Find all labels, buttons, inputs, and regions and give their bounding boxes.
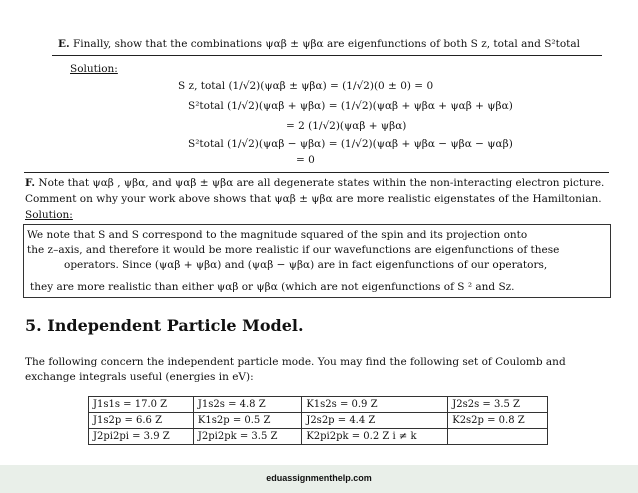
table-row	[89, 413, 548, 429]
divider	[52, 55, 602, 56]
equation-5: = 0	[296, 154, 315, 166]
table-cell: J1s2p = 6.6 Z	[89, 413, 194, 429]
table-cell: J2pi2pi = 3.9 Z	[89, 429, 194, 445]
answer-line3: operators. Since (ψαβ + ψβα) and (ψαβ − ψβα) are in fact eigenfunctions of our operators,	[64, 259, 548, 271]
table-cell: J2s2p = 4.4 Z	[302, 413, 448, 429]
part-f-solution-label: Solution:	[25, 209, 73, 221]
footer-link[interactable]: eduassignmenthelp.com	[266, 473, 372, 483]
part-f-label: F.	[25, 177, 36, 189]
equation-2: S²total (1/√2)(ψαβ + ψβα) = (1/√2)(ψαβ + ψβα + ψαβ + ψβα)	[188, 100, 513, 112]
table-cell: J2pi2pk = 3.5 Z	[193, 429, 301, 445]
table-row	[89, 397, 548, 413]
table-cell: J1s2s = 4.8 Z	[193, 397, 301, 413]
part-f-line1-text: Note that ψαβ , ψβα, and ψαβ ± ψβα are all degenerate states within the non-interacting electron picture.	[38, 177, 605, 189]
equation-4: S²total (1/√2)(ψαβ − ψβα) = (1/√2)(ψαβ + ψβα − ψβα − ψαβ)	[188, 138, 513, 150]
part-f-line1	[25, 177, 604, 190]
table-cell: J2s2s = 3.5 Z	[448, 397, 548, 413]
table-cell: K2pi2pk = 0.2 Z i ≠ k	[302, 429, 448, 445]
part-e-label: E.	[58, 38, 70, 50]
table-cell	[448, 429, 548, 445]
solution-label: Solution:	[70, 63, 118, 75]
table-cell: K2s2p = 0.8 Z	[448, 413, 548, 429]
divider	[24, 172, 609, 173]
section-intro-2: exchange integrals useful (energies in eV):	[25, 371, 254, 383]
answer-line2: the z–axis, and therefore it would be more realistic if our wavefunctions are eigenfunctions of these	[27, 244, 560, 256]
part-e-body: Finally, show that the combinations ψαβ ± ψβα are eigenfunctions of both S z, total and S²total	[73, 38, 580, 50]
part-f-line2: Comment on why your work above shows that ψαβ ± ψβα are more realistic eigenstates of the Hamiltonian.	[25, 193, 602, 205]
answer-line4: they are more realistic than either ψαβ or ψβα (which are not eigenfunctions of S ² and Sz.	[30, 281, 515, 293]
table-row	[89, 429, 548, 445]
equation-3: = 2 (1/√2)(ψαβ + ψβα)	[286, 120, 407, 132]
table-cell: J1s1s = 17.0 Z	[89, 397, 194, 413]
integrals-table	[88, 396, 548, 445]
section-intro-1: The following concern the independent particle mode. You may find the following set of Coulomb and	[25, 356, 566, 368]
part-e-text	[58, 38, 580, 51]
table-cell: K1s2s = 0.9 Z	[302, 397, 448, 413]
footer-bar	[0, 465, 638, 493]
section-title: 5. Independent Particle Model.	[25, 316, 304, 335]
equation-1: S z, total (1/√2)(ψαβ ± ψβα) = (1/√2)(0 ± 0) = 0	[178, 80, 434, 92]
answer-line1: We note that S and S correspond to the magnitude squared of the spin and its projection onto	[27, 229, 528, 241]
table-cell: K1s2p = 0.5 Z	[193, 413, 301, 429]
